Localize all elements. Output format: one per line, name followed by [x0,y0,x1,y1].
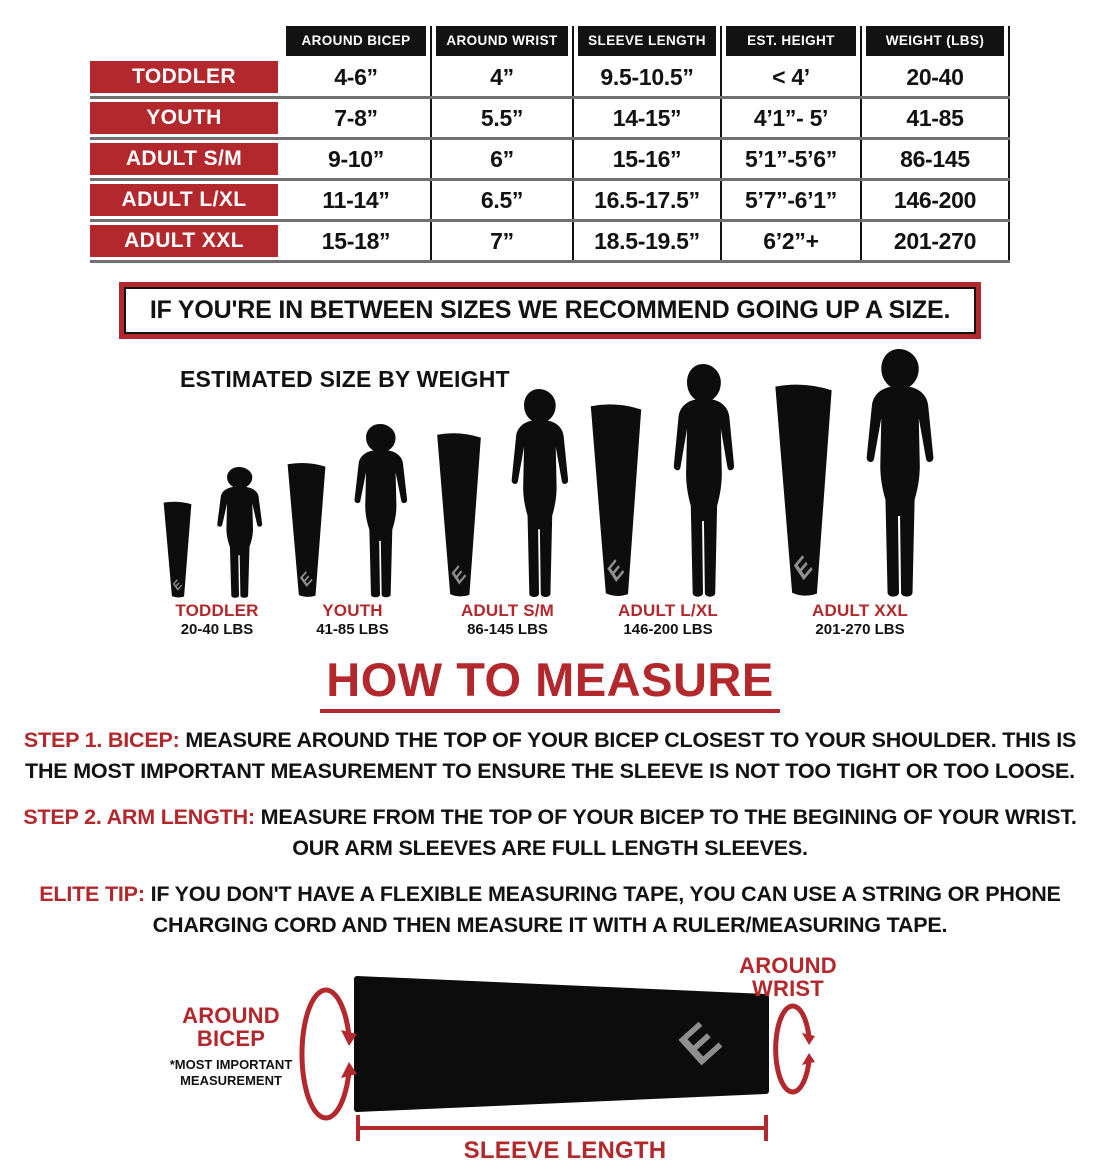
step-lead: STEP 1. BICEP: [23,728,180,752]
table-row-adult-lxl [90,181,1010,222]
sleeve-icon [586,403,646,599]
figure-label: ADULT XXL [812,601,908,621]
table-cell: 18.5-19.5” [572,222,720,260]
size-row-label: YOUTH [90,102,278,134]
person-silhouette-icon [339,424,421,599]
table-cell: 6” [430,140,572,178]
table-cell: 6’2”+ [720,222,860,260]
table-cell: 11-14” [322,187,390,213]
figure-group-adult-xxl [765,349,955,638]
table-cell: 146-200 [860,181,1010,219]
figure-label: TODDLER [175,601,259,621]
column-header-around-bicep: AROUND BICEP [286,26,426,56]
figure-weight: 146-200 LBS [623,620,713,638]
wrist-measure-ellipse-icon [776,1006,815,1092]
size-row-label: ADULT XXL [90,225,278,257]
column-header-sleeve-length: SLEEVE LENGTH [578,26,716,56]
elite-tip [23,879,1078,940]
table-cell: 5.5” [430,99,572,137]
table-cell: 9.5-10.5” [572,58,720,96]
table-cell: 201-270 [860,222,1010,260]
elite-logo-icon: E [297,568,316,592]
figure-weight: 86-145 LBS [467,620,548,638]
elite-logo-icon: E [603,553,628,588]
step-text: MEASURE FROM THE TOP OF YOUR BICEP TO THE BEGINING OF YOUR WRIST. OUR ARM SLEEVES ARE FULL LENGTH SLEEVES. [260,805,1077,860]
measure-step-1 [23,725,1078,786]
sleeve-icon [433,432,485,599]
sleeve-icon [284,462,329,599]
column-header-weight: WEIGHT (LBS) [866,26,1004,56]
figure-weight: 20-40 LBS [180,620,254,638]
table-cell: 4-6” [334,64,378,90]
table-row-toddler [90,58,1010,99]
table-cell: 16.5-17.5” [572,181,720,219]
step-text: MEASURE AROUND THE TOP OF YOUR BICEP CLOSEST TO YOUR SHOULDER. THIS IS THE MOST IMPORTANT MEASUREMENT TO ENSURE THE SLEEVE IS NOT TOO TIGHT OR TOO LOOSE. [25,728,1077,783]
step-lead: ELITE TIP: [39,882,145,907]
sleeve-icon [770,383,837,599]
measure-step-2 [23,802,1078,863]
table-cell: 5’1”-5’6” [720,140,860,178]
table-cell: 5’7”-6’1” [720,181,860,219]
size-chart-table [90,26,1010,263]
table-cell: 15-18” [321,228,391,254]
how-to-measure-heading: HOW TO MEASURE [320,652,779,713]
around-bicep-label: AROUND BICEP [182,1003,280,1052]
size-row-label: TODDLER [90,61,278,93]
figure-weight: 41-85 LBS [316,620,389,638]
figure-group-adult-lxl [582,364,754,638]
estimated-size-heading: ESTIMATED SIZE BY WEIGHT [180,366,510,392]
bicep-measure-ellipse-icon [302,990,357,1118]
person-silhouette-icon [656,364,750,599]
table-cell: 7” [430,222,572,260]
table-row-adult-xxl [90,222,1010,263]
between-sizes-banner: IF YOU'RE IN BETWEEN SIZES WE RECOMMEND GOING UP A SIZE. [124,287,976,334]
step-text: IF YOU DON'T HAVE A FLEXIBLE MEASURING TAPE, YOU CAN USE A STRING OR PHONE CHARGING CORD AND THEN MEASURE IT WITH A RULER/MEASURING TAPE. [150,882,1061,937]
figure-weight: 201-270 LBS [815,620,905,638]
figure-label: ADULT L/XL [618,601,718,621]
elite-logo-icon: E [448,561,469,590]
table-cell: < 4’ [720,58,860,96]
sleeve-measure-diagram [0,954,1100,1169]
table-cell: 9-10” [327,146,385,172]
table-cell: 15-16” [572,140,720,178]
table-cell: 14-15” [572,99,720,137]
column-header-est-height: EST. HEIGHT [726,26,856,56]
figure-group-youth [275,424,430,638]
person-silhouette-icon [495,389,583,599]
table-row-adult-sm [90,140,1010,181]
table-row-youth [90,99,1010,140]
elite-logo-icon: E [789,550,817,587]
table-cell: 41-85 [860,99,1010,137]
sleeve-length-label: SLEEVE LENGTH [463,1137,667,1165]
table-header-row [90,26,1010,58]
elite-logo-icon: E [170,576,184,594]
figure-group-toddler [152,467,282,638]
table-cell: 7-8” [334,105,378,131]
person-silhouette-icon [204,467,274,599]
figure-label: YOUTH [322,601,383,621]
table-corner-cell [90,26,282,58]
column-header-around-wrist: AROUND WRIST [436,26,568,56]
around-wrist-label: AROUND WRIST [739,953,837,1002]
table-cell: 4” [430,58,572,96]
table-cell: 4’1”- 5’ [720,99,860,137]
table-cell: 6.5” [430,181,572,219]
size-row-label: ADULT L/XL [90,184,278,216]
sleeve-icon [161,501,194,599]
table-cell: 86-145 [860,140,1010,178]
figure-group-adult-sm [425,389,590,638]
figure-label: ADULT S/M [460,601,555,621]
step-lead: STEP 2. ARM LENGTH: [23,805,255,830]
estimated-size-section [0,354,1100,638]
size-row-label: ADULT S/M [90,143,278,175]
table-cell: 20-40 [860,58,1010,96]
bicep-note: *MOST IMPORTANT MEASUREMENT [169,1057,293,1088]
elite-logo-icon: E [668,1011,732,1076]
person-silhouette-icon [847,349,951,599]
